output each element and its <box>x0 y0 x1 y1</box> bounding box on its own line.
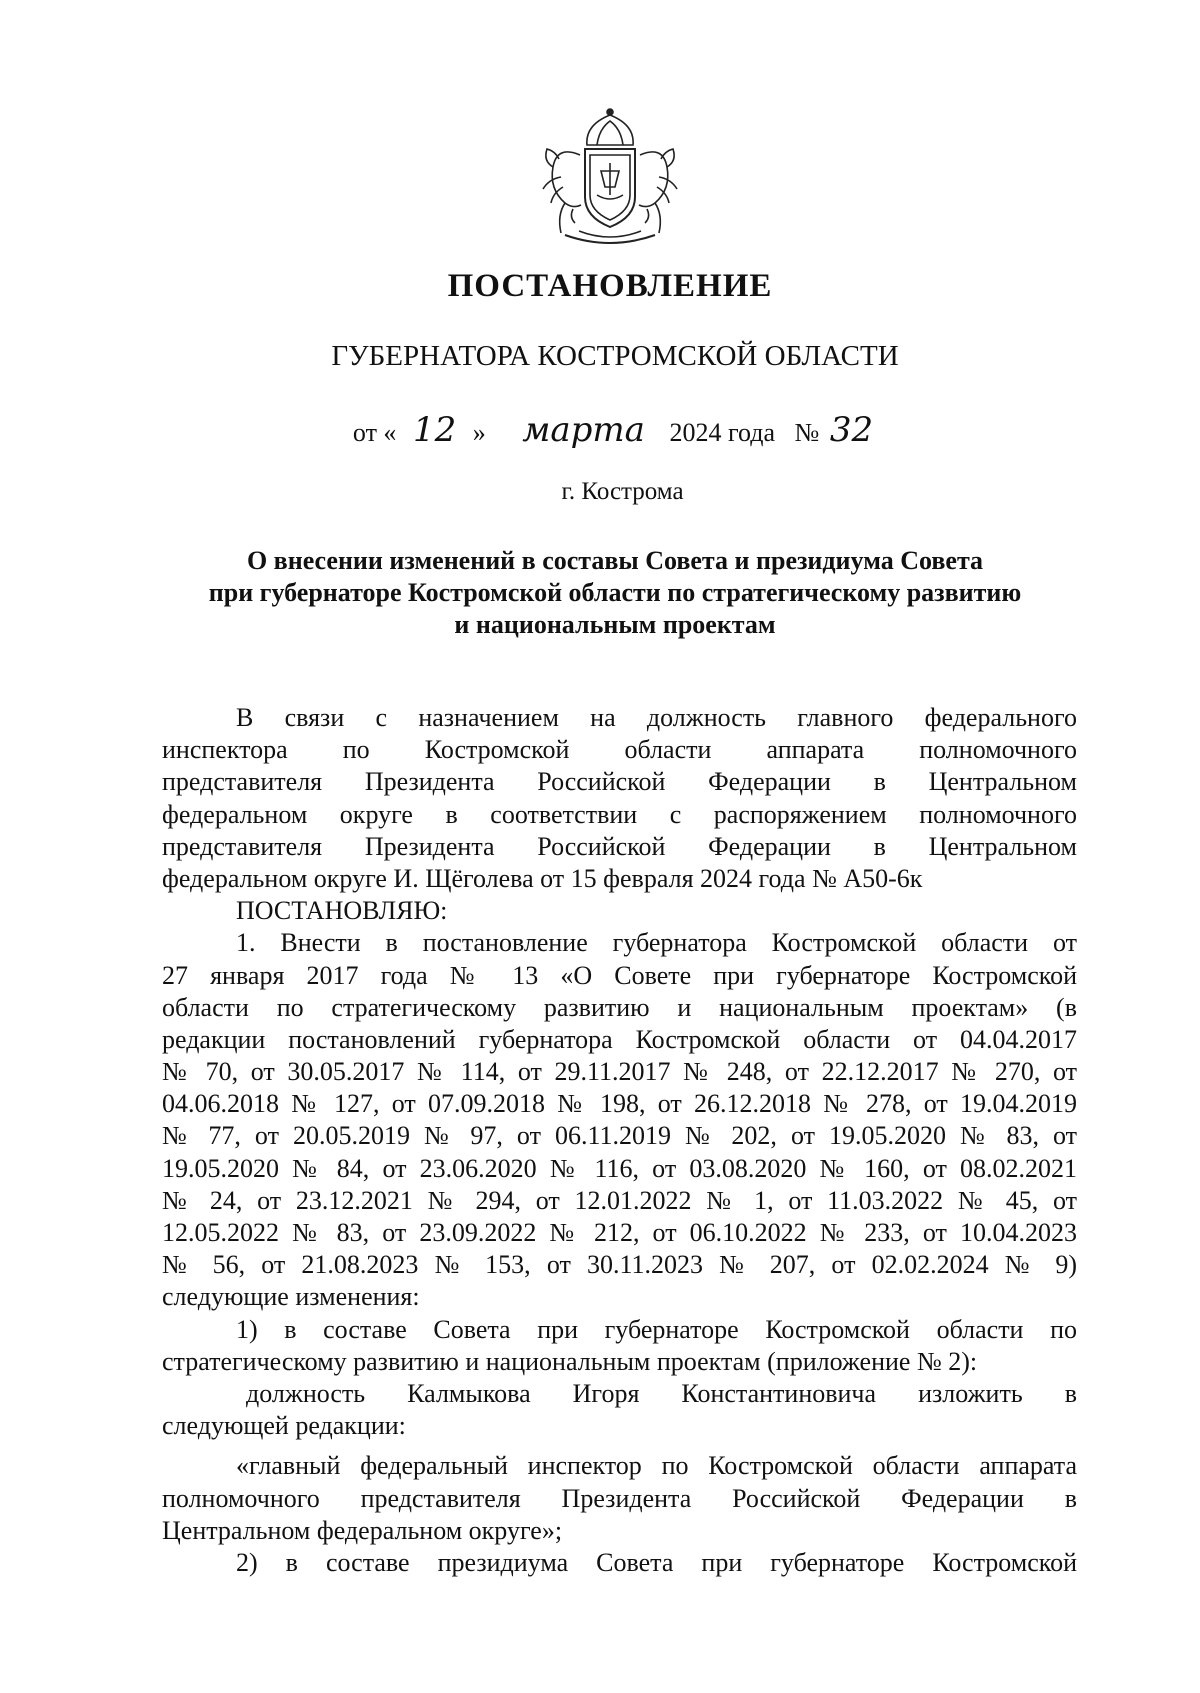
body-line: ПОСТАНОВЛЯЮ: <box>236 896 448 926</box>
body-line: следующей редакции: <box>162 1411 406 1441</box>
body-line: стратегическому развитию и национальным проектам (приложение № 2): <box>162 1346 978 1376</box>
document-title: ПОСТАНОВЛЕНИЕ <box>447 268 773 304</box>
document-heading <box>0 545 1200 641</box>
body-line: «главный федеральный инспектор по Костромской области аппарата <box>236 1451 1077 1481</box>
document-body <box>162 702 1077 1579</box>
body-line: № 77, от 20.05.2019 № 97, от 06.11.2019 № 202, от 19.05.2020 № 83, от <box>162 1121 1077 1151</box>
body-line: должность Калмыкова Игоря Константиновича изложить в <box>246 1378 1077 1408</box>
body-line: 1) в составе Совета при губернаторе Костромской области по <box>236 1314 1077 1344</box>
body-line: № 56, от 21.08.2023 № 153, от 30.11.2023 № 207, от 02.02.2024 № 9) <box>162 1250 1077 1280</box>
heading-line: при губернаторе Костромской области по стратегическому развитию <box>208 578 1022 607</box>
body-line: Центральном федеральном округе»; <box>162 1515 563 1545</box>
body-line: области по стратегическому развитию и национальным проектам» (в <box>162 992 1077 1022</box>
body-line: полномочного представителя Президента Российской Федерации в <box>162 1483 1077 1513</box>
body-line: 2) в составе президиума Совета при губернаторе Костромской <box>236 1547 1077 1577</box>
body-line: следующие изменения: <box>162 1282 420 1312</box>
body-line: 04.06.2018 № 127, от 07.09.2018 № 198, от 26.12.2018 № 278, от 19.04.2019 <box>162 1089 1077 1119</box>
city: г. Кострома <box>561 478 684 505</box>
body-line: федеральном округе И. Щёголева от 15 февраля 2024 года № А50-6к <box>162 863 923 893</box>
number-label: № <box>794 418 820 447</box>
body-line: федеральном округе в соответствии с распоряжением полномочного <box>162 799 1077 829</box>
body-line: № 70, от 30.05.2017 № 114, от 29.11.2017 № 248, от 22.12.2017 № 270, от <box>162 1057 1077 1087</box>
date-line <box>0 410 1200 450</box>
body-line: № 24, от 23.12.2021 № 294, от 12.01.2022 № 1, от 11.03.2022 № 45, от <box>162 1185 1077 1215</box>
handwritten-month: марта <box>522 410 645 450</box>
handwritten-number: 32 <box>829 410 874 450</box>
body-line: 27 января 2017 года № 13 «О Совете при губернаторе Костромской <box>162 960 1077 990</box>
heading-line: и национальным проектам <box>454 610 776 639</box>
date-mid: » <box>472 418 486 447</box>
body-line: редакции постановлений губернатора Костромской области от 04.04.2017 <box>162 1024 1077 1054</box>
body-line: инспектора по Костромской области аппарата полномочного <box>162 735 1077 765</box>
heading-line: О внесении изменений в составы Совета и президиума Совета <box>246 546 984 575</box>
issuer-name: ГУБЕРНАТОРА КОСТРОМСКОЙ ОБЛАСТИ <box>331 340 899 372</box>
body-line: В связи с назначением на должность главного федерального <box>236 703 1077 732</box>
body-line: 12.05.2022 № 83, от 23.09.2022 № 212, от 06.10.2022 № 233, от 10.04.2023 <box>162 1218 1077 1247</box>
body-line: 19.05.2020 № 84, от 23.06.2020 № 116, от 03.08.2020 № 160, от 08.02.2021 <box>162 1153 1077 1183</box>
coat-of-arms-emblem <box>535 105 685 253</box>
date-year: 2024 года <box>669 418 775 447</box>
handwritten-day: 12 <box>412 410 457 450</box>
date-prefix: от « <box>352 418 397 447</box>
body-line: представителя Президента Российской Федерации в Центральном <box>162 831 1077 861</box>
body-line: представителя Президента Российской Федерации в Центральном <box>162 767 1077 797</box>
body-line: 1. Внести в постановление губернатора Костромской области от <box>236 928 1077 958</box>
